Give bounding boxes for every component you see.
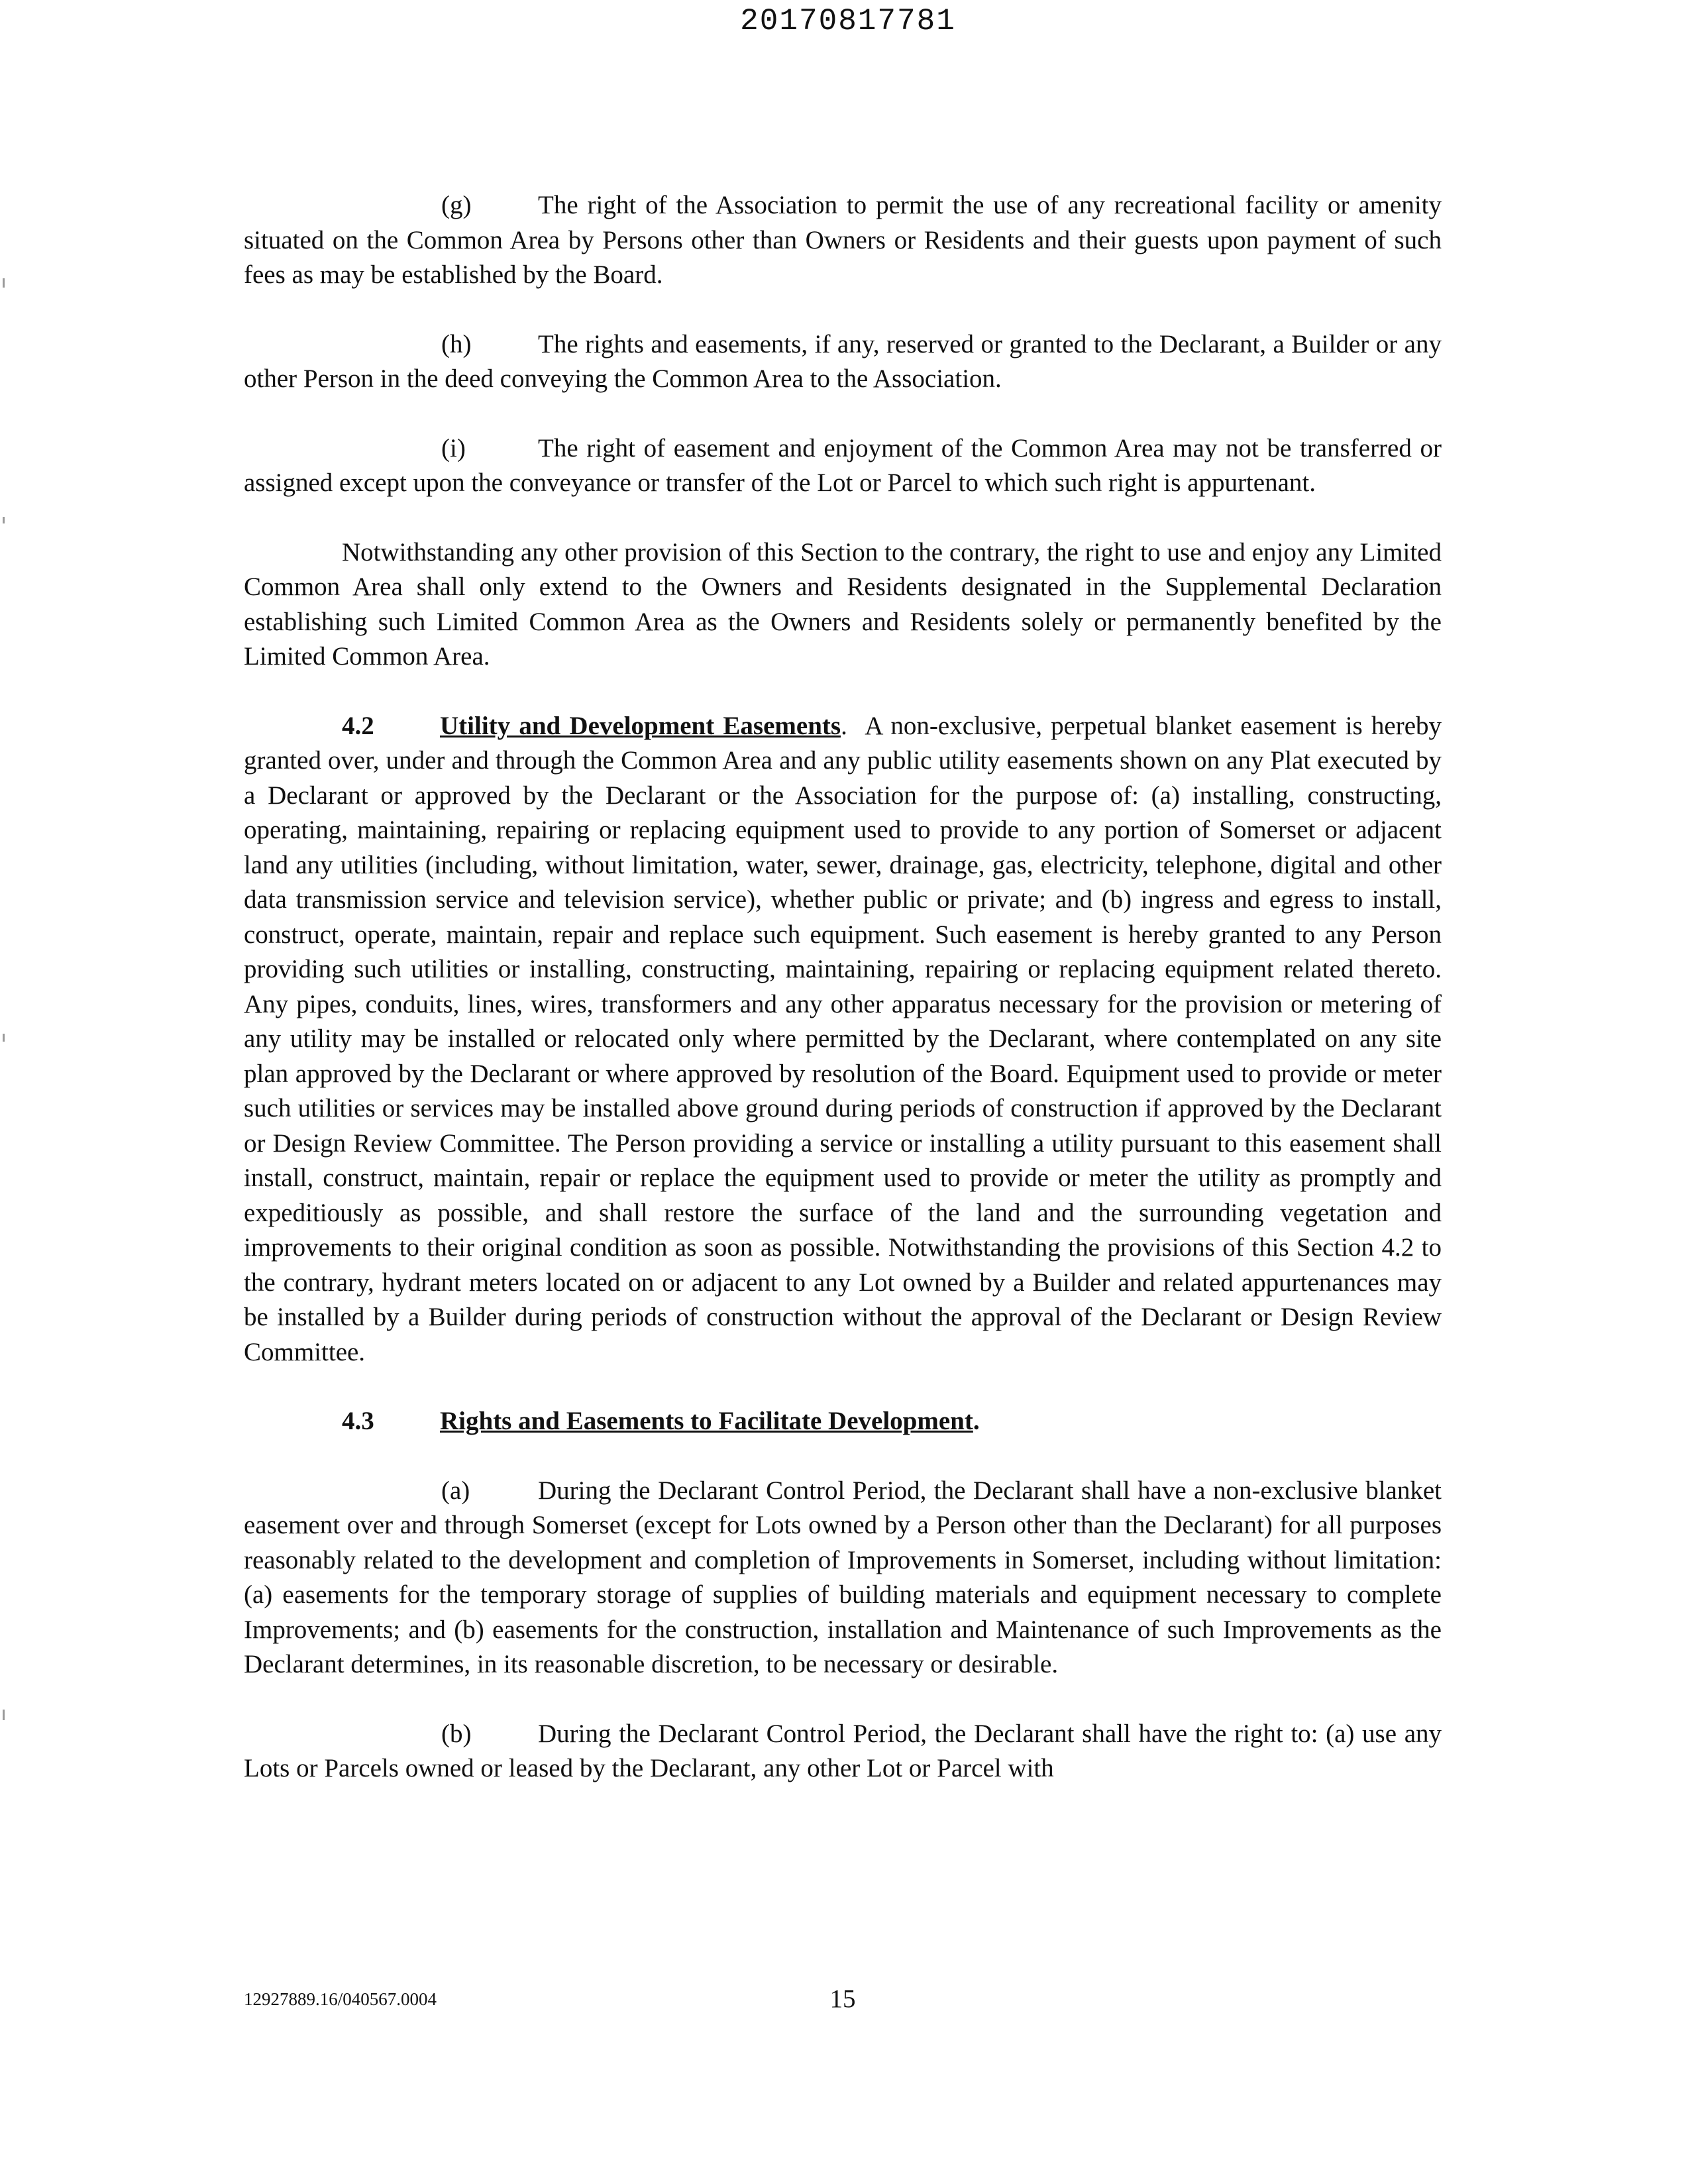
scan-edge-mark [3, 517, 5, 523]
paragraph-text: The rights and easements, if any, reserved or granted to the Declarant, a Builder or any other Person in the deed conveying the Common Area to the Association. [244, 329, 1442, 393]
paragraph-label: (b) [441, 1719, 472, 1748]
paragraph-i [244, 431, 1442, 501]
section-4-3-heading [244, 1404, 1442, 1439]
paragraph-4-3-b [244, 1717, 1442, 1786]
paragraph-label: (g) [441, 191, 472, 219]
scan-edge-mark [3, 1034, 5, 1042]
paragraph-label: (h) [441, 329, 472, 358]
paragraph-text: The right of easement and enjoyment of the Common Area may not be transferred or assigned except upon the conveyance or transfer of the Lot or Parcel to which such right is appurtenant. [244, 433, 1442, 497]
document-body [244, 188, 1442, 1786]
paragraph-notwithstanding [244, 535, 1442, 675]
section-4-2 [244, 709, 1442, 1370]
paragraph-text: The right of the Association to permit the use of any recreational facility or amenity situated on the Common Area by Persons other than Owners or Residents and their guests upon payment of such fees as may be established by the Board. [244, 191, 1442, 289]
section-title: Rights and Easements to Facilitate Development [440, 1407, 973, 1435]
paragraph-text: During the Declarant Control Period, the Declarant shall have the right to: (a) use any Lots or Parcels owned or leased by the Declarant, any other Lot or Parcel with [244, 1719, 1442, 1782]
section-title-punct: . [841, 711, 847, 740]
scan-edge-mark [3, 1710, 5, 1720]
section-text: A non-exclusive, perpetual blanket easement is hereby granted over, under and through the Common Area and any public utility easements shown on any Plat executed by a Declarant or approved by the Declarant or the Association for the purpose of: (a) installing, constructing, operating, maintaining, repairing or replacing equipment used to provide to any portion of Somerset or adjacent land any utilities (including, without limitation, water, sewer, drainage, gas, electricity, telephone, digital and other data transmission service and television service), whether public or private; and (b) ingress and egress to install, construct, operate, maintain, repair and replace such equipment. Such easement is hereby granted to any Person providing such utilities or installing, constructing, maintaining, repairing or replacing equipment related thereto. Any pipes, conduits, lines, wires, transformers and any other apparatus necessary for the provision or metering of any utility may be installed or relocated only where permitted by the Declarant, where contemplated on any site plan approved by the Declarant or where approved by resolution of the Board. Equipment used to provide or meter such utilities or services may be installed above ground during periods of construction if approved by the Declarant or Design Review Committee. The Person providing a service or installing a utility pursuant to this easement shall install, construct, maintain, repair or replace the equipment used to provide or meter the utility as promptly and expeditiously as possible, and shall restore the surface of the land and the surrounding vegetation and improvements to their original condition as soon as possible. Notwithstanding the provisions of this Section 4.2 to the contrary, hydrant meters located on or adjacent to any Lot owned by a Builder and related appurtenances may be installed by a Builder during periods of construction without the approval of the Declarant or Design Review Committee. [244, 711, 1442, 1366]
footer-document-code: 12927889.16/040567.0004 [244, 1989, 437, 2009]
paragraph-h [244, 327, 1442, 397]
section-number: 4.2 [342, 711, 374, 740]
section-title: Utility and Development Easements [440, 711, 841, 740]
paragraph-label: (i) [441, 433, 466, 463]
paragraph-g [244, 188, 1442, 293]
paragraph-4-3-a [244, 1474, 1442, 1682]
section-title-punct: . [973, 1407, 980, 1435]
paragraph-text: During the Declarant Control Period, the Declarant shall have a non-exclusive blanket easement over and through Somerset (except for Lots owned by a Person other than the Declarant) for all purposes reasonably related to the development and completion of Improvements in Somerset, including without limitation: (a) easements for the temporary storage of supplies of building materials and equipment necessary to complete Improvements; and (b) easements for the construction, installation and Maintenance of such Improvements as the Declarant determines, in its reasonable discretion, to be necessary or desirable. [244, 1476, 1442, 1678]
paragraph-label: (a) [441, 1476, 470, 1505]
page-number: 15 [829, 1985, 856, 2013]
recording-number: 20170817781 [740, 4, 956, 38]
scan-edge-mark [3, 278, 5, 288]
paragraph-text: Notwithstanding any other provision of this Section to the contrary, the right to use and enjoy any Limited Common Area shall only extend to the Owners and Residents designated in the Supplemental Declaration establishing such Limited Common Area as the Owners and Residents solely or permanently benefited by the Limited Common Area. [244, 537, 1442, 671]
section-number: 4.3 [342, 1407, 374, 1435]
